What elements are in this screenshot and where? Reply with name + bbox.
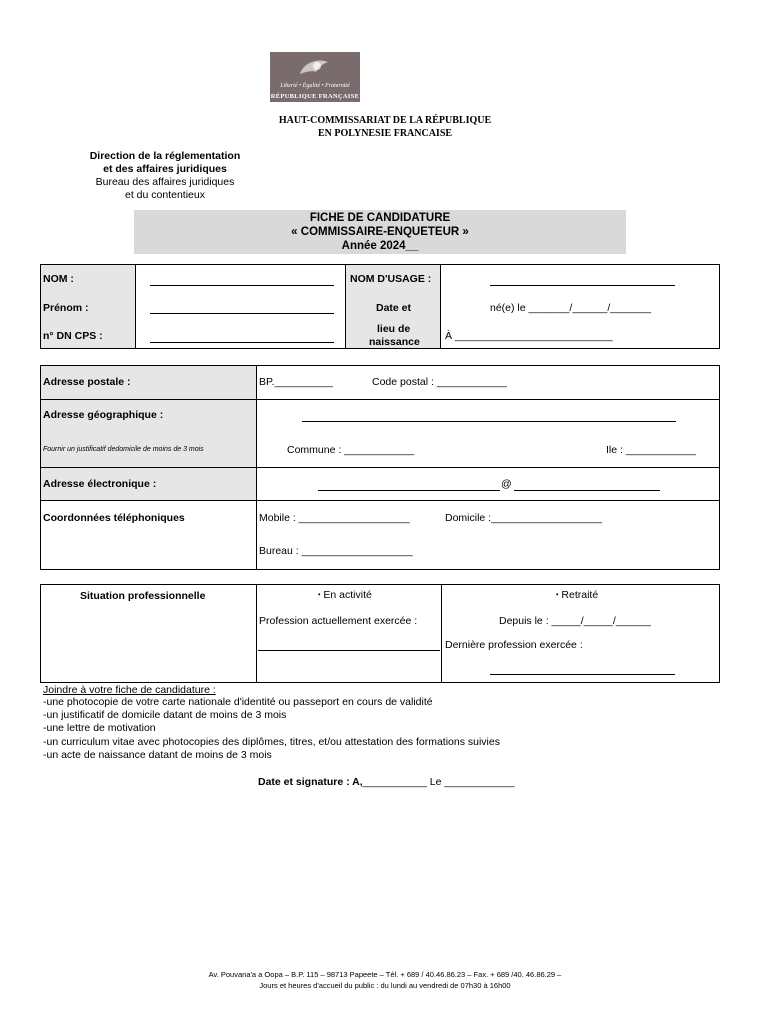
signature-label: Date et signature : A,	[258, 776, 363, 788]
profession-actuelle-label: Profession actuellement exercée :	[259, 615, 418, 627]
document-item: -une photocopie de votre carte nationale d'identité ou passeport en cours de validité	[43, 696, 433, 708]
commune-field[interactable]: Commune : ____________	[287, 444, 415, 456]
nom-label: NOM :	[43, 273, 74, 285]
ile-field[interactable]: Ile : ____________	[606, 444, 696, 456]
divider	[441, 585, 442, 682]
dir-line1: Direction de la réglementation	[89, 150, 241, 162]
retraite-checkbox[interactable]	[556, 589, 598, 601]
adresse-geographique-label: Adresse géographique :	[43, 409, 164, 421]
signature-line[interactable]	[258, 776, 514, 788]
document-item: -un justificatif de domicile datant de moins de 3 mois	[43, 709, 287, 721]
divider	[41, 500, 719, 501]
naissance-label: naissance	[369, 336, 420, 348]
birth-place-field[interactable]: À ___________________________	[445, 330, 613, 342]
documents-heading: Joindre à votre fiche de candidature :	[43, 684, 216, 696]
hc-line2: EN POLYNESIE FRANCAISE	[317, 128, 453, 139]
checkbox-bullet-icon: ▪	[318, 591, 321, 599]
code-postal-field[interactable]: Code postal : ____________	[372, 376, 507, 388]
email-domain-field[interactable]	[514, 490, 660, 491]
dir-line2: et des affaires juridiques	[103, 163, 227, 175]
nom-field[interactable]	[150, 285, 334, 286]
dir-line4: et du contentieux	[125, 189, 205, 201]
dir-line3: Bureau des affaires juridiques	[95, 176, 235, 188]
marianne-icon	[270, 52, 360, 82]
checkbox-bullet-icon: ▪	[556, 591, 559, 599]
document-item: -une lettre de motivation	[43, 722, 156, 734]
form-title	[134, 210, 626, 254]
adresse-geographique-field[interactable]	[302, 421, 676, 422]
footer-address: Av. Pouvana'a a Oopa – B.P. 115 – 98713 Papeete – Tél. + 689 / 40.46.86.23 – Fax. + 689 /40. 46.86.29 –	[208, 970, 562, 979]
divider	[41, 467, 719, 468]
divider	[135, 265, 136, 348]
profession-actuelle-field[interactable]	[258, 650, 440, 651]
logo-republic: RÉPUBLIQUE FRANÇAISE	[270, 93, 360, 100]
situation-label: Situation professionnelle	[80, 590, 206, 602]
justificatif-note: Fournir un justificatif dedomicile de moins de 3 mois	[43, 446, 204, 453]
title-line1: FICHE DE CANDIDATURE	[309, 212, 451, 224]
marianne-logo	[270, 52, 360, 102]
hc-line1: HAUT-COMMISSARIAT DE LA RÉPUBLIQUE	[278, 115, 492, 126]
title-line3: Année 2024__	[341, 240, 419, 252]
title-line2: « COMMISSAIRE-ENQUETEUR »	[291, 226, 469, 238]
lieu-de-label: lieu de	[377, 323, 411, 335]
en-activite-label: En activité	[323, 589, 372, 601]
adresse-electronique-label: Adresse électronique :	[43, 478, 157, 490]
divider	[345, 265, 346, 348]
prenom-field[interactable]	[150, 313, 334, 314]
coordonnees-telephoniques-label: Coordonnées téléphoniques	[43, 512, 185, 524]
document-item: -un curriculum vitae avec photocopies des diplômes, titres, et/ou attestation des formations suivies	[43, 736, 500, 748]
derniere-profession-label: Dernière profession exercée :	[445, 639, 583, 651]
en-activite-checkbox[interactable]	[318, 589, 372, 601]
dn-cps-label: n° DN CPS :	[43, 330, 103, 342]
birth-date-field[interactable]: né(e) le _______/______/_______	[490, 302, 652, 314]
date-et-label: Date et	[376, 302, 412, 314]
divider	[440, 265, 441, 348]
dn-cps-field[interactable]	[150, 342, 334, 343]
domicile-field[interactable]: Domicile :___________________	[445, 512, 603, 524]
bp-field[interactable]: BP.__________	[259, 376, 333, 388]
retraite-label: Retraité	[561, 589, 599, 601]
document-item: -un acte de naissance datant de moins de 3 mois	[43, 749, 272, 761]
signature-fill: ___________ Le ____________	[362, 776, 515, 788]
derniere-profession-field[interactable]	[490, 674, 675, 675]
email-user-field[interactable]	[318, 490, 500, 491]
mobile-field[interactable]: Mobile : ___________________	[259, 512, 410, 524]
nom-usage-label: NOM D'USAGE :	[350, 273, 432, 285]
divider	[256, 585, 257, 682]
prenom-label: Prénom :	[43, 302, 89, 314]
at-sign: @	[501, 478, 512, 490]
adresse-postale-label: Adresse postale :	[43, 376, 131, 388]
footer-hours: Jours et heures d'accueil du public : du lundi au vendredi de 07h30 à 16h00	[259, 981, 511, 990]
nom-usage-field[interactable]	[490, 285, 675, 286]
depuis-field[interactable]: Depuis le : _____/_____/______	[499, 615, 651, 627]
logo-motto: Liberté • Égalité • Fraternité	[280, 83, 350, 89]
divider	[41, 399, 719, 400]
bureau-field[interactable]: Bureau : ___________________	[259, 545, 413, 557]
